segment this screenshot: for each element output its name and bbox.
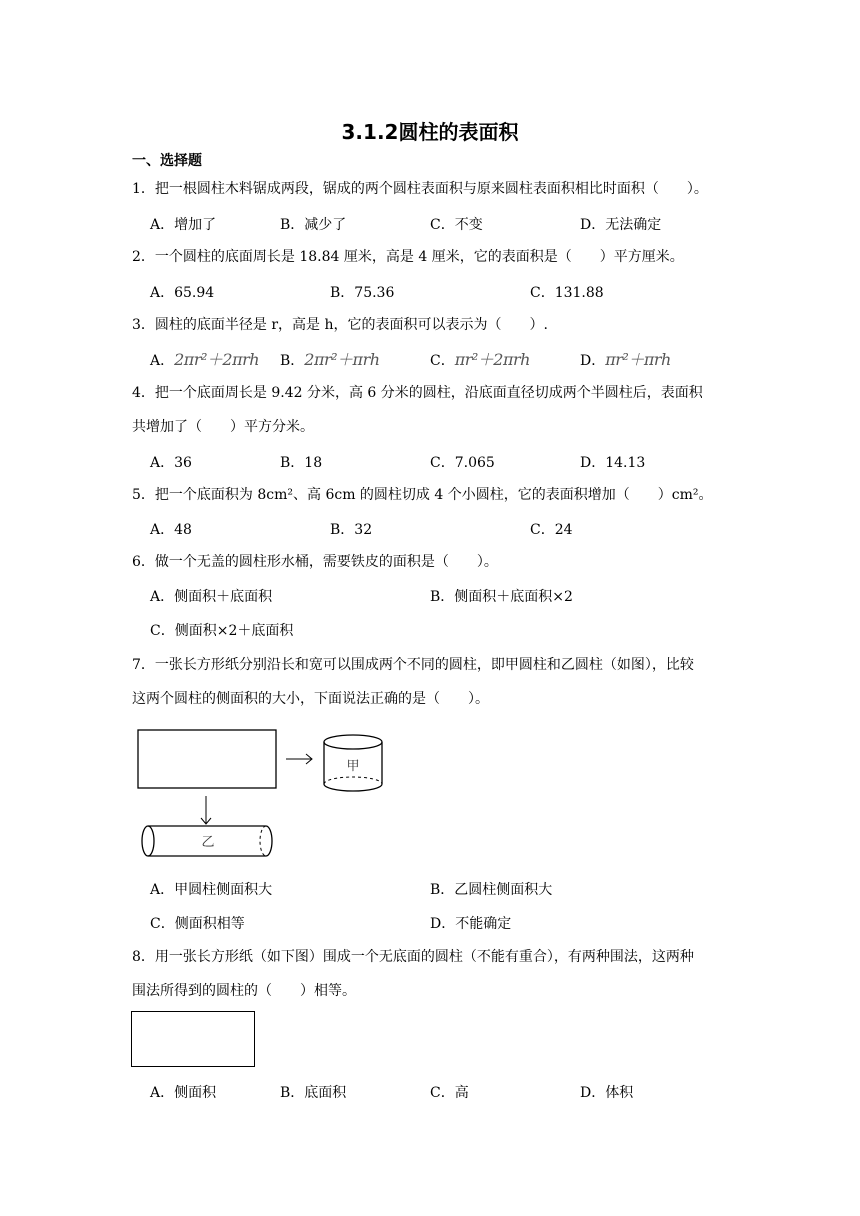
q5-option-c: C．24 [530, 522, 573, 538]
paper-rectangle [138, 730, 276, 788]
q8-rectangle-figure [131, 1011, 255, 1067]
question-4-line-2: 共增加了（ ）平方分米。 [132, 419, 314, 435]
q7-option-b: B．乙圆柱侧面积大 [430, 882, 553, 898]
q5-option-a: A．48 [150, 522, 192, 538]
q3-option-d [580, 347, 671, 370]
arrow-right-icon [286, 754, 312, 764]
question-7-line-1: 7．一张长方形纸分别沿长和宽可以围成两个不同的圆柱，即甲圆柱和乙圆柱（如图），比较 [132, 657, 694, 673]
question-8-line-1: 8．用一张长方形纸（如下图）围成一个无底面的圆柱（不能有重合），有两种围法，这两种 [132, 949, 694, 965]
q3-option-d-label: D． [580, 353, 606, 369]
section-heading: 一、选择题 [132, 153, 202, 169]
question-5: 5．把一个底面积为 8cm²、高 6cm 的圆柱切成 4 个小圆柱，它的表面积增加（ ）cm²。 [132, 487, 713, 503]
q8-option-b: B．底面积 [280, 1085, 347, 1101]
q7-option-d: D．不能确定 [430, 916, 512, 932]
q7-option-a: A．甲圆柱侧面积大 [150, 882, 273, 898]
cylinder-jia-label: 甲 [346, 759, 360, 774]
q3-option-b [280, 347, 380, 370]
question-7-line-2: 这两个圆柱的侧面积的大小，下面说法正确的是（ ）。 [132, 691, 489, 707]
cylinder-yi-label: 乙 [201, 835, 215, 850]
page-title: 3.1.2圆柱的表面积 [341, 120, 519, 144]
q6-option-c: C．侧面积×2＋底面积 [150, 623, 294, 639]
q5-option-b: B．32 [330, 522, 373, 538]
question-2: 2．一个圆柱的底面周长是 18.84 厘米，高是 4 厘米，它的表面积是（ ）平方厘米。 [132, 249, 684, 265]
arrow-down-icon [201, 796, 211, 824]
q8-option-c: C．高 [430, 1085, 469, 1101]
q1-option-a: A．增加了 [150, 217, 217, 233]
q1-option-c: C．不变 [430, 217, 483, 233]
q6-option-b: B．侧面积＋底面积×2 [430, 589, 573, 605]
q7-figure [130, 724, 400, 864]
q3-option-c [430, 347, 530, 370]
q8-option-a: A．侧面积 [150, 1085, 217, 1101]
q3-option-a [150, 347, 259, 370]
q4-option-b: B．18 [280, 455, 323, 471]
q7-option-c: C．侧面积相等 [150, 916, 245, 932]
q3-option-b-formula: 2πr²＋πrh [304, 350, 380, 369]
question-6: 6．做一个无盖的圆柱形水桶，需要铁皮的面积是（ ）。 [132, 554, 498, 570]
q8-option-d: D．体积 [580, 1085, 634, 1101]
question-1: 1．把一根圆柱木料锯成两段，锯成的两个圆柱表面积与原来圆柱表面积相比时面积（ ）。 [132, 181, 708, 197]
q3-option-a-label: A． [150, 353, 175, 369]
q4-option-c: C．7.065 [430, 455, 495, 471]
q3-option-b-label: B． [280, 353, 305, 369]
q3-option-a-formula: 2πr²＋2πrh [174, 350, 260, 369]
q2-option-a: A．65.94 [150, 285, 215, 301]
q6-option-a: A．侧面积＋底面积 [150, 589, 273, 605]
question-8-line-2: 围法所得到的圆柱的（ ）相等。 [132, 983, 356, 999]
q1-option-b: B．减少了 [280, 217, 347, 233]
q1-option-d: D．无法确定 [580, 217, 662, 233]
q4-option-a: A．36 [150, 455, 192, 471]
q2-option-b: B．75.36 [330, 285, 395, 301]
question-3: 3．圆柱的底面半径是 r，高是 h，它的表面积可以表示为（ ）. [132, 317, 548, 333]
question-4-line-1: 4．把一个底面周长是 9.42 分米，高 6 分米的圆柱，沿底面直径切成两个半圆柱后，表面积 [132, 385, 703, 401]
q2-option-c: C．131.88 [530, 285, 604, 301]
q3-option-c-formula: πr²＋2πrh [454, 350, 530, 369]
q3-option-d-formula: πr²＋πrh [605, 350, 671, 369]
q3-option-c-label: C． [430, 353, 455, 369]
q4-option-d: D．14.13 [580, 455, 646, 471]
